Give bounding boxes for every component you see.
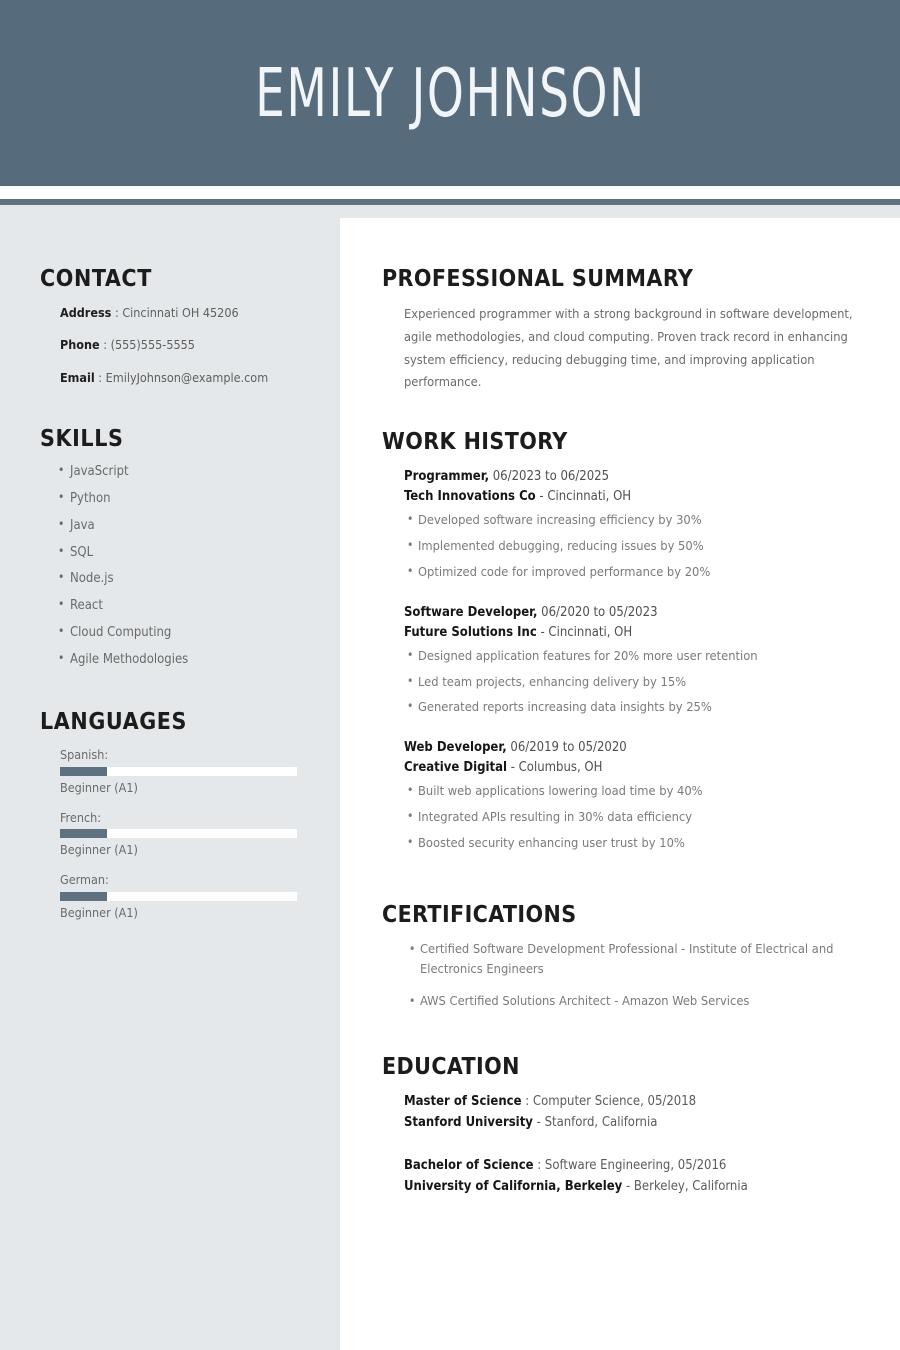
contact-row-phone (60, 337, 310, 353)
professional-summary-text: Experienced programmer with a strong background in software development, agile methodologies, and cloud computing. Proven track record in enhancing system efficiency, reducing debugging time, and improving application performance. (404, 307, 853, 391)
education-field: : Software Engineering, 05/2016 (533, 1157, 727, 1173)
job-title-line (404, 603, 882, 623)
contact-value-address: Cincinnati OH 45206 (122, 305, 239, 321)
language-proficiency-fill (60, 829, 107, 838)
education-item (404, 1092, 882, 1134)
work-history-section (382, 430, 882, 873)
language-name: Spanish: (60, 747, 109, 763)
sidebar-top-strip (340, 205, 900, 218)
language-item-spanish (40, 748, 310, 795)
list-item: • Python (70, 492, 310, 506)
list-item: • Cloud Computing (70, 626, 310, 640)
certifications-section (382, 903, 882, 1024)
job-location: - Columbus, OH (506, 760, 603, 776)
language-item-german (40, 873, 310, 920)
job-bullet-list (404, 514, 882, 580)
language-proficiency-bar (60, 767, 297, 776)
language-proficiency-bar (60, 892, 297, 901)
language-name: German: (60, 872, 109, 888)
contact-label-address: Address (60, 305, 112, 321)
education-school-line (404, 1177, 882, 1198)
education-item (404, 1156, 882, 1198)
languages-section (40, 710, 310, 936)
professional-summary-section (382, 267, 882, 395)
job-dates: 06/2019 to 05/2020 (506, 739, 627, 755)
list-item: • Integrated APIs resulting in 30% data efficiency (418, 811, 882, 826)
contact-heading: CONTACT (40, 266, 152, 292)
list-item: • SQL (70, 546, 310, 560)
skills-section (40, 427, 310, 680)
list-item: • Boosted security enhancing user trust by 10% (418, 837, 882, 852)
contact-row-email (60, 370, 310, 386)
list-item: • Implemented debugging, reducing issues by 50% (418, 540, 882, 555)
list-item: • Generated reports increasing data insights by 25% (418, 701, 882, 716)
certifications-heading: CERTIFICATIONS (382, 902, 577, 928)
list-item: • Designed application features for 20% more user retention (418, 650, 882, 665)
list-item: • Certified Software Development Professional - Institute of Electrical and Electronics Engineers (420, 940, 860, 980)
list-item: • AWS Certified Solutions Architect - Amazon Web Services (420, 992, 860, 1012)
education-degree: Bachelor of Science (404, 1157, 534, 1173)
education-school: University of California, Berkeley (404, 1178, 623, 1194)
language-proficiency-bar (60, 829, 297, 838)
education-school: Stanford University (404, 1114, 533, 1130)
certifications-list (406, 940, 882, 1011)
professional-summary-heading: PROFESSIONAL SUMMARY (382, 266, 694, 292)
education-degree-line (404, 1092, 882, 1113)
contact-separator-email: : (94, 369, 106, 385)
job-dates: 06/2020 to 05/2023 (537, 604, 658, 620)
main-column (340, 218, 900, 1350)
education-location: - Stanford, California (532, 1114, 658, 1130)
contact-separator-phone: : (99, 337, 111, 353)
contact-row-address (60, 305, 310, 321)
job-bullet-list (404, 785, 882, 851)
job-bullet-list (404, 650, 882, 716)
job-title: Web Developer, (404, 739, 507, 755)
job-title: Software Developer, (404, 604, 538, 620)
contact-label-phone: Phone (60, 337, 100, 353)
language-proficiency-fill (60, 892, 107, 901)
education-heading: EDUCATION (382, 1054, 520, 1080)
resume-header (0, 0, 900, 186)
job-company: Creative Digital (404, 760, 507, 776)
job-title-line (404, 738, 882, 758)
job-company-line (404, 758, 882, 778)
list-item: • Agile Methodologies (70, 653, 310, 667)
education-degree: Master of Science (404, 1094, 522, 1110)
list-item: • Built web applications lowering load time by 40% (418, 785, 882, 800)
list-item: • Optimized code for improved performance by 20% (418, 566, 882, 581)
job-company: Tech Innovations Co (404, 489, 536, 505)
list-item: • Developed software increasing efficiency by 30% (418, 514, 882, 529)
work-history-item (404, 467, 882, 580)
list-item: • JavaScript (70, 465, 310, 479)
education-field: : Computer Science, 05/2018 (521, 1094, 697, 1110)
work-history-heading: WORK HISTORY (382, 429, 568, 455)
job-location: - Cincinnati, OH (536, 624, 633, 640)
list-item: • Java (70, 519, 310, 533)
language-level: Beginner (A1) (60, 904, 138, 920)
language-level: Beginner (A1) (60, 842, 138, 858)
education-section (382, 1055, 882, 1219)
job-dates: 06/2023 to 06/2025 (489, 469, 610, 485)
work-history-item (404, 738, 882, 851)
language-proficiency-fill (60, 767, 107, 776)
contact-separator-address: : (111, 305, 123, 321)
languages-heading: LANGUAGES (40, 709, 188, 735)
education-location: - Berkeley, California (622, 1178, 748, 1194)
language-name: French: (60, 809, 102, 825)
job-company-line (404, 623, 882, 643)
job-title-line (404, 467, 882, 487)
skills-heading: SKILLS (40, 426, 124, 452)
job-title: Programmer, (404, 469, 490, 485)
contact-section (40, 267, 310, 402)
sidebar-column (0, 205, 340, 1350)
candidate-name: EMILY JOHNSON (254, 53, 646, 132)
skills-list (40, 465, 310, 667)
language-item-french (40, 811, 310, 858)
list-item: • React (70, 599, 310, 613)
list-item: • Led team projects, enhancing delivery by 15% (418, 676, 882, 691)
contact-label-email: Email (60, 369, 95, 385)
work-history-item (404, 603, 882, 716)
job-location: - Cincinnati, OH (535, 489, 632, 505)
education-school-line (404, 1113, 882, 1134)
education-degree-line (404, 1156, 882, 1177)
list-item: • Node.js (70, 572, 310, 586)
language-level: Beginner (A1) (60, 779, 138, 795)
contact-value-email: EmilyJohnson@example.com (105, 369, 269, 385)
job-company: Future Solutions Inc (404, 624, 537, 640)
job-company-line (404, 487, 882, 507)
contact-value-phone: (555)555-5555 (110, 337, 195, 353)
